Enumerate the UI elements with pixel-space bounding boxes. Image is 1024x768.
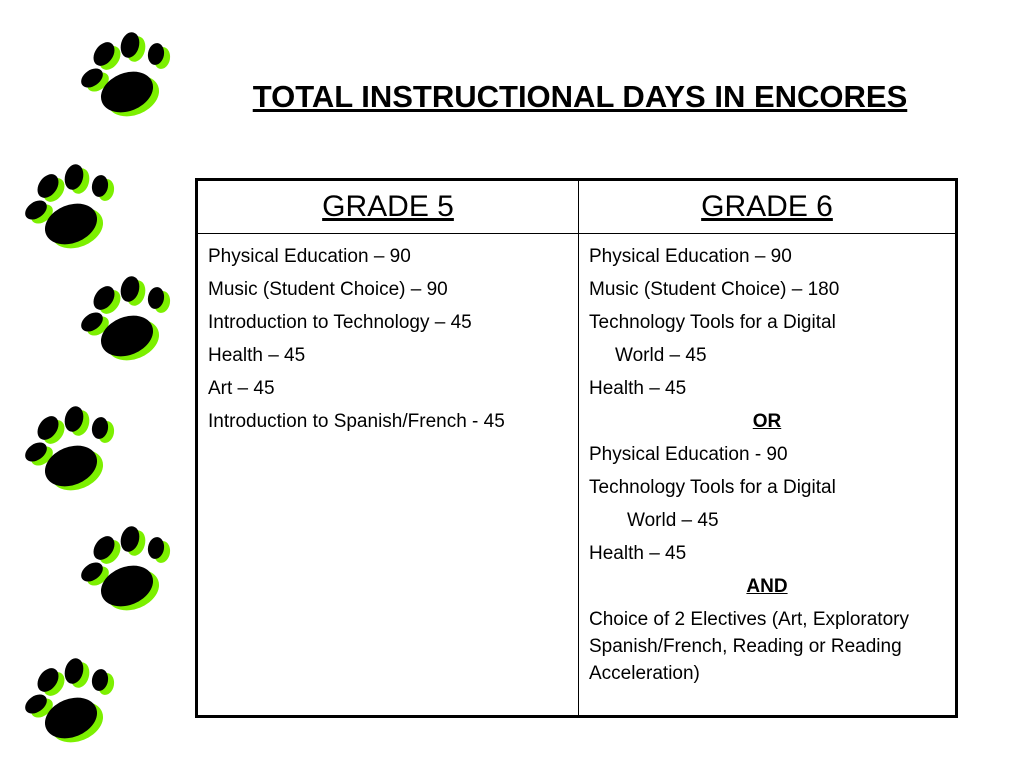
list-item: Technology Tools for a Digital [589,477,836,498]
list-item: Physical Education – 90 [208,246,411,267]
paw-print-icon [16,656,126,746]
list-item: Health – 45 [589,378,687,399]
list-item: Introduction to Technology – 45 [208,312,472,333]
instructional-days-table [195,178,958,718]
list-item: World – 45 [615,345,707,366]
list-item: Physical Education – 90 [589,246,792,267]
list-item: Music (Student Choice) – 90 [208,279,448,300]
grade5-cell [197,234,579,717]
paw-print-icon [72,524,182,614]
grade5-header: GRADE 5 [197,180,579,234]
grade6-cell [579,234,957,717]
list-item: Health – 45 [589,543,687,564]
electives-text: Choice of 2 Electives (Art, Exploratory Spanish/French, Reading or Reading Acceleration) [589,609,909,684]
list-item: Technology Tools for a Digital [589,312,836,333]
paw-print-icon [16,162,126,252]
paw-print-icon [72,30,182,120]
list-item: Art – 45 [208,378,275,399]
list-item: Introduction to Spanish/French - 45 [208,411,505,432]
grade6-header: GRADE 6 [579,180,957,234]
list-item: Health – 45 [208,345,306,366]
and-separator: AND [746,576,788,597]
paw-print-icon [16,404,126,494]
or-separator: OR [752,411,782,432]
page-title: TOTAL INSTRUCTIONAL DAYS IN ENCORES [252,79,908,114]
list-item: Physical Education - 90 [589,444,788,465]
list-item: Music (Student Choice) – 180 [589,279,840,300]
list-item: World – 45 [627,510,719,531]
paw-print-icon [72,274,182,364]
